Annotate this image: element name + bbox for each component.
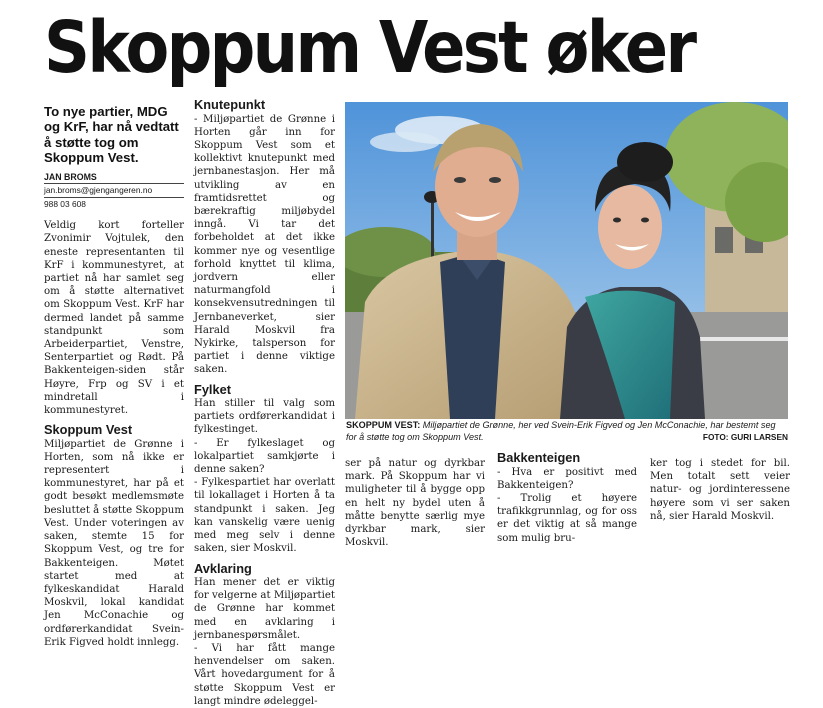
column-5: [650, 457, 790, 523]
byline-rule: [44, 183, 184, 184]
column-2: [194, 98, 335, 708]
caption-text: Miljøpartiet de Grønne, her ved Svein-Erik Figved og Jen McConachie, har bestemt seg for å støtte tog om Skoppum Vest.: [346, 420, 776, 442]
byline: [44, 172, 184, 210]
headline: Skoppum Vest øker: [44, 6, 695, 89]
caption-label: SKOPPUM VEST:: [346, 420, 421, 430]
byline-rule: [44, 197, 184, 198]
subheading-knutepunkt: Knutepunkt: [194, 97, 266, 112]
paragraph: Han stiller til valg som partiets ordførerkandidat i fylkestinget.: [194, 398, 335, 436]
byline-name: JAN BROMS: [44, 171, 97, 182]
paragraph: - Er fylkeslaget og lokalpartiet samkjørte i denne saken?: [194, 437, 335, 476]
paragraph: - Hva er positivt med Bakkenteigen?: [497, 466, 637, 491]
subheading-avklaring: Avklaring: [194, 560, 252, 576]
subheading-fylket: Fylket: [194, 381, 231, 397]
paragraph: - Trolig et høyere trafikkgrunnlag, og for oss er det viktig at så mange som mulig bru-: [497, 492, 637, 544]
paragraph: - Fylkespartiet har overlatt til lokallaget i Horten å ta standpunkt i saken. Jeg kan vanskelig være uenig med meg selv i denne saken, sier Moskvil.: [194, 477, 335, 555]
paragraph: ker tog i stedet for bil. Men totalt sett veier natur- og jordinteressene høyere som vi ser saken nå, sier Harald Moskvil.: [650, 458, 790, 522]
subheading-skoppum-vest: Skoppum Vest: [44, 422, 133, 438]
subheading-bakkenteigen: Bakkenteigen: [497, 450, 581, 465]
column-1: [44, 104, 184, 649]
lead: To nye partier, MDG og KrF, har nå vedtatt å støtte tog om Skoppum Vest.: [44, 104, 179, 166]
article-photo: [345, 102, 788, 419]
intro-paragraph: Veldig kort forteller Zvonimir Vojtulek, den eneste representanten til KrF i kommunestyret, at partiet nå har samlet seg om å støtte alternativet om Skoppum Vest. KrF har dermed landet på samme standpunkt som Arbeiderpartiet, Venstre, Senterpartiet og Rødt. På Bakkenteigen-siden står Høyre, Frp og SV i et mindretall i kommunestyret.: [44, 220, 184, 416]
column-4: [497, 451, 637, 545]
paragraph: Han mener det er viktig for velgerne at Miljøpartiet de Grønne har kommet med en avklaring i jernbanespørsmålet.: [194, 577, 335, 641]
photo-caption: [346, 420, 788, 443]
paragraph: - Miljøpartiet de Grønne i Horten går inn for Skoppum Vest som et kollektivt knutepunkt med jernbanestasjon. Her må utvikling av en framtidsrettet og bærekraftig miljøbydel inngå. Vi tar det forbeholdet at det ikke kommer nye og vesentlige forhold knyttet til klima, jordvern eller naturmangfold i konsekvensutredningen til Jernbaneverket, sier Harald Moskvil fra Nykirke, talsperson for partiet i denne viktige saken.: [194, 113, 335, 376]
byline-phone: 988 03 608: [44, 198, 86, 209]
column-3: [345, 457, 485, 549]
paragraph: - Vi har fått mange henvendelser om saken. Vårt hovedargument for å støtte Skoppum Vest er langt mindre ødeleggel-: [194, 643, 335, 707]
paragraph: ser på natur og dyrkbar mark. På Skoppum har vi muligheter til å bygge opp en helt ny bydel uten å måtte benytte særlig mye dyrkbar mark, sier Moskvil.: [345, 458, 485, 549]
paragraph: Miljøpartiet de Grønne i Horten, som nå ikke er representert i kommunestyret, har på et godt besøkt medlemsmøte besluttet å støtte Skoppum Vest. Under voteringen av saken, stemte 15 for Skoppum Vest, og tre for Bakkenteigen. Møtet startet med at fylkeskandidat Harald Moskvil, lokal kandidat Jen McConachie og ordførerkandidat Svein-Erik Figved holdt innlegg.: [44, 438, 184, 648]
photo-illustration: [345, 102, 788, 419]
byline-email: jan.broms@gjengangeren.no: [44, 185, 153, 196]
photo-credit: FOTO: GURI LARSEN: [702, 431, 788, 442]
